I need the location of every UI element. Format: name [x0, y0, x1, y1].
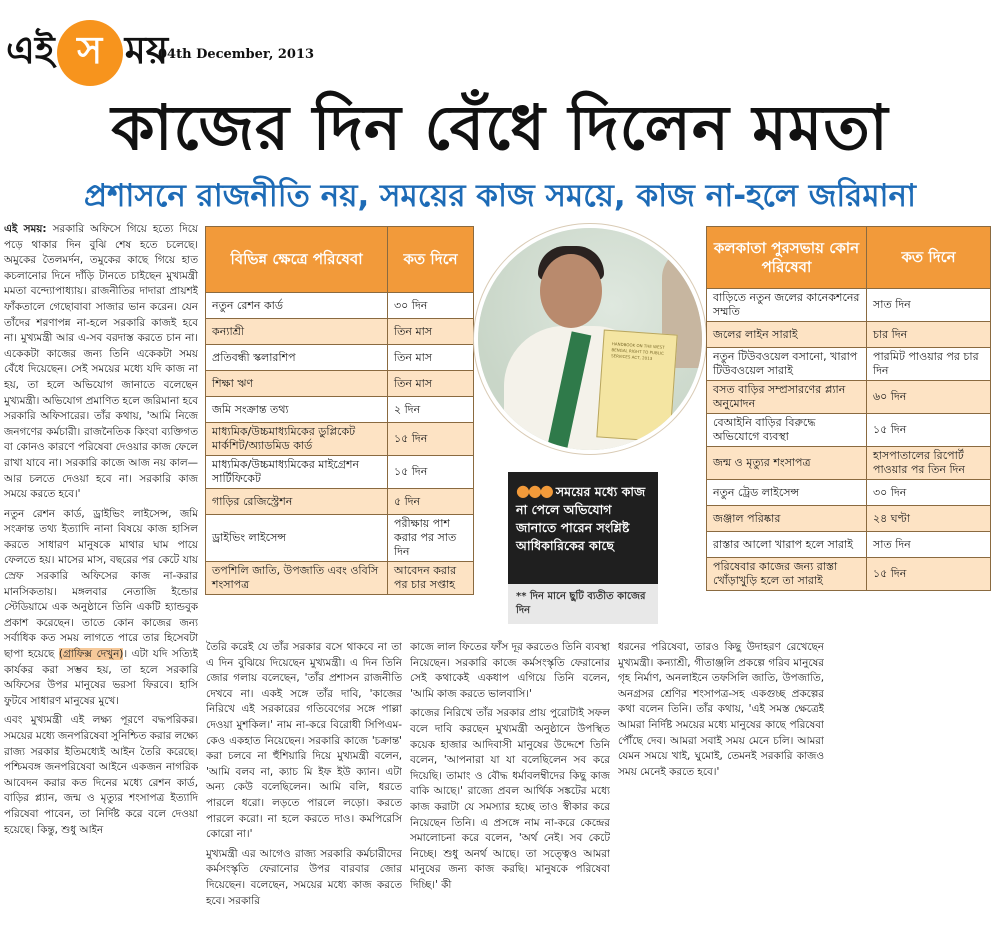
subheadline: প্রশাসনে রাজনীতি নয়, সময়ের কাজ সময়ে, কাজ না-হলে জরিমানা [83, 178, 917, 214]
service-timeline-table-right [706, 226, 991, 591]
handbook-cover-text: HANDBOOK ON THE WEST BENGAL RIGHT TO PUBLIC SERVICES ACT, 2013 [610, 341, 665, 361]
graphics-reference: (গ্রাফিক্স দেখুন) [58, 648, 124, 661]
duration-cell: তিন মাস [388, 371, 474, 397]
table-row [206, 293, 474, 319]
table-row [707, 447, 991, 480]
table-row [206, 423, 474, 456]
service-name-cell: কন্যাশ্রী [206, 319, 388, 345]
duration-cell: তিন মাস [388, 319, 474, 345]
table-row [707, 348, 991, 381]
working-days-note: ** দিন মানে ছুটি ব্যতীত কাজের দিন [508, 584, 658, 624]
service-name-cell: নতুন ট্রেড লাইসেন্স [707, 480, 867, 506]
article-paragraph [4, 222, 198, 503]
service-name-cell: বেআইনি বাড়ির বিরুদ্ধে অভিযোগে ব্যবস্থা [707, 414, 867, 447]
duration-cell: ২৪ ঘণ্টা [867, 506, 991, 532]
service-name-cell: মাধ্যমিক/উচ্চমাধ্যমিকের মাইগ্রেশন সার্টিফিকেট [206, 456, 388, 489]
article-paragraph [618, 640, 824, 780]
duration-cell: ৩০ দিন [388, 293, 474, 319]
table-row [206, 371, 474, 397]
article-paragraph [410, 706, 610, 893]
table-row [707, 532, 991, 558]
service-name-cell: মাধ্যমিক/উচ্চমাধ্যমিকের ডুপ্লিকেট মার্কশিট/অ্যাডমিড কার্ড [206, 423, 388, 456]
callout-text: সময়ের মধ্যে কাজ না পেলে অভিযোগ জানাতে পারেন সংশ্লিষ্ট আধিকারিকের কাছে [516, 484, 646, 553]
duration-cell: ৫ দিন [388, 489, 474, 515]
article-paragraph [4, 713, 198, 838]
table-row [707, 322, 991, 348]
duration-cell: ১৫ দিন [388, 456, 474, 489]
duration-cell: ১৫ দিন [867, 558, 991, 591]
article-paragraph [4, 507, 198, 710]
table-row [206, 397, 474, 423]
table-row [707, 414, 991, 447]
service-name-cell: নতুন টিউবওয়েল বসানো, খারাপ টিউবওয়েল সারাই [707, 348, 867, 381]
table-row [206, 319, 474, 345]
table-row [206, 489, 474, 515]
article-column-2 [206, 640, 402, 940]
article-text: ধরনের পরিষেবা, তারও কিছু উদাহরণ রেখেছেন মুখ্যমন্ত্রী। কন্যাশ্রী, গীতাঞ্জলি প্রকল্পে গরিব মানুষের গৃহ নির্মাণ, অনলাইনে তফসিলি জাতি, উপজাতি, অনগ্রসর শ্রেণির শংসাপত্র-সহ একগুচ্ছ প্রকল্পের কথা বলেন তিনি। তাঁর কথায়, 'এই সমস্ত ক্ষেত্রেই আমরা নির্দিষ্ট সময়ের মধ্যে মানুষের কাছে পরিষেবা পৌঁছে দেব। আমরা সবাই সময় মেনে চলি। আমরা যেমন সময়ে খাই, ঘুমোই, তেমনই সরকারি কাজও সময় মেনেই করতে হবে।' [618, 641, 824, 778]
duration-cell: হাসপাতালের রিপোর্ট পাওয়ার পর তিন দিন [867, 447, 991, 480]
duration-cell: পারমিট পাওয়ার পর চার দিন [867, 348, 991, 381]
table-header: কত দিনে [867, 227, 991, 289]
headline: কাজের দিন বেঁধে দিলেন মমতা [111, 91, 889, 164]
service-name-cell: জলের লাইন সারাই [707, 322, 867, 348]
service-name-cell: নতুন রেশন কার্ড [206, 293, 388, 319]
table-row [206, 515, 474, 562]
service-name-cell: জঞ্জাল পরিষ্কার [707, 506, 867, 532]
duration-cell: সাত দিন [867, 289, 991, 322]
logo-circle-text: স [77, 27, 103, 72]
table-row [707, 558, 991, 591]
table-row [707, 289, 991, 322]
duration-cell: ১৫ দিন [388, 423, 474, 456]
service-name-cell: পরিষেবার কাজের জন্য রাস্তা খোঁড়াখুড়ি হলে তা সারাই [707, 558, 867, 591]
duration-cell: ২ দিন [388, 397, 474, 423]
table-header: কত দিনে [388, 227, 474, 293]
table-row [206, 456, 474, 489]
article-text: মুখ্যমন্ত্রী এর আগেও রাজ্য সরকারি কর্মচারীদের কর্মসংস্কৃতি ফেরানোর উপর বারবার জোর দিয়েছেন। বলেছেন, সময়ের মধ্যে কাজ করতে হবে। সরকারি [206, 847, 402, 907]
table-header: কলকাতা পুরসভায় কোন পরিষেবা [707, 227, 867, 289]
service-name-cell: বসত বাড়ির সম্প্রসারণের প্ল্যান অনুমোদন [707, 381, 867, 414]
handbook-image [596, 330, 677, 443]
chief-minister-photo [474, 224, 706, 454]
article-column-4 [618, 640, 824, 790]
table-row [707, 480, 991, 506]
table-header: বিভিন্ন ক্ষেত্রে পরিষেবা [206, 227, 388, 293]
table-row [206, 345, 474, 371]
table-row [707, 506, 991, 532]
service-name-cell: প্রতিবন্ধী স্কলারশিপ [206, 345, 388, 371]
article-column-3 [410, 640, 610, 940]
logo-right-text: ময় [124, 27, 169, 72]
article-paragraph [206, 847, 402, 909]
article-text: তৈরি করেই যে তাঁর সরকার বসে থাকবে না তা এ দিন বুঝিয়ে দিয়েছেন মুখ্যমন্ত্রী। এ দিন তিনি জোর গলায় বলেছেন, 'তাঁর প্রশাসন রাজনীতি দেখবে না। একই সঙ্গে তাঁর দাবি, 'কাজের নিরিখে এই সরকারের গতিবেগের সঙ্গে পাল্লা দেওয়া মুশকিল।' নাম না-করে বিরোধী সিপিএম-কেও একহাত নিয়েছেন। সরকারি কাজে 'চক্রান্ত' করা চলবে না হুঁশিয়ারি দিয়ে মুখ্যমন্ত্রী বলেন, 'আমি বলব না, ক্যাচ মি ইফ ইউ ক্যান। এটা অন্য কেউ বলেছিলেন। আমি বলি, ধরতে পারলে ধরো। লড়তে পারলে লড়ো। করতে পারলে করো। না হলে করতে দাও। কমপিরেসি কোরো না।' [206, 641, 402, 841]
service-name-cell: ড্রাইভিং লাইসেন্স [206, 515, 388, 562]
article-text: । এটা যদি সত্যিই কার্যকর করা সম্ভব হয়, তা হলে সরকারি অফিসের উপর মানুষের ভরসা ফিরবে। হাসি ফুটবে সাধারণ মানুষের মুখে। [4, 648, 198, 707]
duration-cell: আবেদন করার পর চার সপ্তাহ [388, 562, 474, 595]
service-name-cell: জন্ম ও মৃত্যুর শংসাপত্র [707, 447, 867, 480]
article-paragraph [206, 640, 402, 843]
issue-date: 04th December, 2013 [158, 47, 315, 62]
article-paragraph [410, 640, 610, 702]
logo-left-text: এই [6, 27, 55, 72]
table-row [707, 381, 991, 414]
duration-cell: সাত দিন [867, 532, 991, 558]
article-text: এবং মুখ্যমন্ত্রী এই লক্ষ্য পূরণে বদ্ধপরিকর। সময়ের মধ্যে জনপরিষেবা সুনিশ্চিত করার লক্ষ্যে রাজ্য সরকার ইতিমধ্যেই আইন তৈরি করেছে। পশ্চিমবঙ্গ জনপরিষেবা আইনে একজন নাগরিক আবেদন করার কত দিনের মধ্যে রেশন কার্ড, বাড়ির প্ল্যান, জন্ম ও মৃত্যুর শংসাপত্র ইত্যাদি পরিষেবা পাবেন, তা নির্দিষ্ট করে বলে দেওয়া হয়েছে। কিন্তু, শুধু আইন [4, 714, 198, 836]
duration-cell: চার দিন [867, 322, 991, 348]
complaint-callout [508, 472, 658, 584]
article-lead: এই সময়: [4, 223, 47, 235]
article-column-1 [4, 222, 198, 940]
duration-cell: ৩০ দিন [867, 480, 991, 506]
masthead [6, 8, 306, 78]
article-text: কাজে লাল ফিতের ফাঁস দূর করতেও তিনি ব্যবস্থা নিয়েছেন। সরকারি কাজে কর্মসংস্কৃতি ফেরানোর সেই কথাকেই একধাপ এগিয়ে তিনি বলেন, 'আমি কাজ করতে ভালবাসি।' [410, 641, 610, 700]
duration-cell: ৬০ দিন [867, 381, 991, 414]
duration-cell: ১৫ দিন [867, 414, 991, 447]
service-name-cell: রাস্তার আলো খারাপ হলে সারাই [707, 532, 867, 558]
duration-cell: তিন মাস [388, 345, 474, 371]
article-text: সরকারি অফিসে গিয়ে হত্যে দিয়ে পড়ে থাকার দিন বুঝি শেষ হতে চলেছে। অমুকের তৈলমর্দন, তমুকের কাছে গিয়ে হাত কচলানোর দিনে দাঁড়ি টানতে চাইছেন মুখ্যমন্ত্রী মমতা বন্দ্যোপাধ্যায়। রাজনীতির দাদারা প্রায়শই ফাঁকতালে গেছোবাবা সাজার ভান করেন। যেন তাঁদের শরণাপন্ন না-হলে সরকারি কাজই হবে না। মুখ্যমন্ত্রী আর এ-সব বরদাস্ত করতে চান না। একেকটা কাজের জন্য তিনি একেকটা সময় বেঁধে দিয়েছেন। সেই সময়ের মধ্যে যদি কাজ না হয়, তা হলে অভিযোগ জানাতে বলেছেন মুখ্যমন্ত্রী। অভিযোগ প্রমাণিত হলে জরিমানা হবে সরকারি অফিসারের। তাঁর কথায়, 'আমি নিজে জনগণের কর্মচারী। রাজনৈতিক কিংবা ব্যক্তিগত বা কোনও কারণে পরিষেবা দেওয়ার কাজ ফেলে রাখা যাবে না। সরকারি কাজে আজ নয় কাল—আর চলতে দেওয়া হবে না। সরকারি কাজ সময়ে করতে হবে।' [4, 223, 198, 501]
service-name-cell: তপশিলি জাতি, উপজাতি এবং ওবিসি শংসাপত্র [206, 562, 388, 595]
service-timeline-table-left [205, 226, 474, 595]
newspaper-logo[interactable] [6, 20, 168, 86]
article-text: নতুন রেশন কার্ড, ড্রাইভিং লাইসেন্স, জমি সংক্রান্ত তথ্য ইত্যাদি নানা বিষয়ে কাজ হাসিল করতে সাধারণ মানুষকে মাথার ঘাম পায়ে ফেলতে হয়। মাসের মাস, বছরের পর কেটে যায় স্রেফ সরকারি অফিসের কাজ না-করার মানসিকতায়। মঙ্গলবার নেতাজি ইন্ডোর স্টেডিয়ামে এক অনুষ্ঠানে তিনি একটি হ্যান্ডবুক প্রকাশ করেছেন। তাতে কোন কাজের জন্য সর্বাধিক কত সময় লাগতে পারে তার হিসেবটা ছাপা হয়েছে [4, 507, 198, 661]
service-name-cell: গাড়ির রেজিস্ট্রেশন [206, 489, 388, 515]
bullet-dots-icon: ●●● [516, 481, 552, 500]
logo-circle-mark [57, 20, 123, 86]
service-name-cell: শিক্ষা ঋণ [206, 371, 388, 397]
article-text: কাজের নিরিখে তাঁর সরকার প্রায় পুরোটাই সফল বলে দাবি করছেন মুখ্যমন্ত্রী অনুষ্ঠানে উপস্থিত কয়েক হাজার আদিবাসী মানুষের উদ্দেশে তিনি বলেন, 'আপনারা যা যা বলেছিলেন সব করে দিয়েছি। তামাং ও বৌদ্ধ ধর্মাবলম্বীদের কিছু কাজ বাকি আছে।' রাজ্যে প্রবল আর্থিক সঙ্কটের মধ্যে কাজ করাটা যে সমস্যার হচ্ছে তাও স্বীকার করে নিয়েছেন তিনি। এ প্রসঙ্গে নাম না-করে কেন্দ্রের সমালোচনা করে বলেন, 'অর্থ নেই। সব কেটে নিচ্ছে। শুধু অনর্থ আছে। তা সত্ত্বেও আমরা মানুষের জন্য কাজ করছি। মানুষকে পরিষেবা দিচ্ছি।' কী [410, 707, 610, 891]
service-name-cell: জমি সংক্রান্ত তথ্য [206, 397, 388, 423]
table-row [206, 562, 474, 595]
service-name-cell: বাড়িতে নতুন জলের কানেকশনের সম্মতি [707, 289, 867, 322]
duration-cell: পরীক্ষায় পাশ করার পর সাত দিন [388, 515, 474, 562]
